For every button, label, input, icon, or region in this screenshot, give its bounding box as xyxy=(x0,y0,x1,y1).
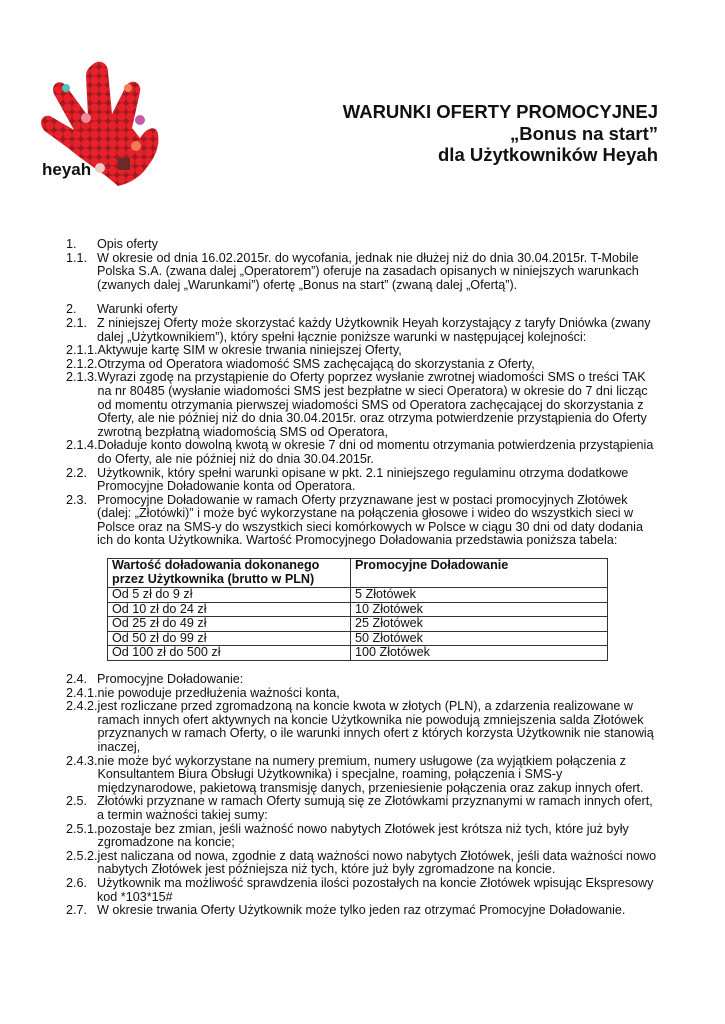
section-warunki-oferty xyxy=(66,303,662,548)
item-text: nie powoduje przedłużenia ważności konta, xyxy=(97,685,340,700)
bonus-table xyxy=(107,558,608,661)
list-item xyxy=(66,317,662,344)
item-number: 2. xyxy=(66,302,77,317)
list-item xyxy=(66,252,662,293)
table-row xyxy=(108,646,608,661)
item-number: 2.1.1. xyxy=(66,343,98,358)
item-number: 2.1.4. xyxy=(66,438,98,453)
table-header-row xyxy=(108,559,608,588)
table-cell: 100 Złotówek xyxy=(351,646,608,661)
list-item xyxy=(66,371,662,439)
item-text: Promocyjne Doładowanie: xyxy=(97,672,244,687)
table-header: Wartość doładowania dokonanego przez Użytkownika (brutto w PLN) xyxy=(108,559,351,588)
list-item xyxy=(66,687,662,701)
list-item xyxy=(66,850,662,877)
list-item xyxy=(66,238,662,252)
item-text: nie może być wykorzystane na numery premium, numery usługowe (za wyjątkiem połączenia z Konsultantem Biura Obsługi Użytkownika) i specjalne, roaming, połączenia i SMS-y międzynarodowe, pakietową transmisję danych, przeniesienie połączenia oraz zakup innych ofert. xyxy=(97,753,644,795)
item-number: 2.1.3. xyxy=(66,370,98,385)
item-number: 2.5. xyxy=(66,794,88,809)
hand-logo-icon xyxy=(36,58,176,188)
item-text: Z niniejszej Oferty może skorzystać każdy Użytkownik Heyah korzystający z taryfy Dniówka (zwany dalej „Użytkownikiem”), który spełni łącznie poniższe warunki w następującej kolejności: xyxy=(97,315,651,344)
item-number: 2.1.2. xyxy=(66,356,98,371)
item-text: Aktywuje kartę SIM w okresie trwania niniejszej Oferty, xyxy=(97,343,402,358)
list-item xyxy=(66,755,662,796)
list-item xyxy=(66,344,662,358)
item-text: Opis oferty xyxy=(97,237,158,251)
list-item xyxy=(66,358,662,372)
table-cell: 50 Złotówek xyxy=(351,631,608,646)
table-cell: Od 25 zł do 49 zł xyxy=(108,617,351,632)
item-number: 1. xyxy=(66,237,77,251)
table-cell: 25 Złotówek xyxy=(351,617,608,632)
table-row xyxy=(108,631,608,646)
heyah-logo xyxy=(36,58,176,188)
item-text: Promocyjne Doładowanie w ramach Oferty przyznawane jest w postaci promocyjnych Złotówek (dalej: „Złotówki)” i może być wykorzystane na połączenia głosowe i wideo do wszystkich sieci w Polsce oraz na SMS-y do wszystkich sieci komórkowych w Polsce w ciągu 30 dni od daty dodania ich do konta Użytkownika. Wartość Promocyjnego Doładowania przedstawia poniższa tabela: xyxy=(97,492,643,548)
item-text: Użytkownik ma możliwość sprawdzenia ilości pozostałych na koncie Złotówek wpisując Ekspresowy kod *103*15# xyxy=(97,875,654,904)
table-header: Promocyjne Doładowanie xyxy=(351,559,608,588)
item-text: Użytkownik, który spełni warunki opisane w pkt. 2.1 niniejszego regulaminu otrzyma dodatkowe Promocyjne Doładowanie konta od Operatora. xyxy=(97,465,629,494)
table-cell: 10 Złotówek xyxy=(351,602,608,617)
item-text: W okresie od dnia 16.02.2015r. do wycofania, jednak nie dłużej niż do dnia 30.04.2015r. T-Mobile Polska S.A. (zwana dalej „Operatorem”) oferuje na zasadach opisanych w niniejszych warunkach (zwanych dalej „Warunkami”) ofertę „Bonus na start” (zwaną dalej „Ofertą”). xyxy=(97,250,639,292)
list-item xyxy=(66,877,662,904)
table-cell: Od 100 zł do 500 zł xyxy=(108,646,351,661)
document-body xyxy=(66,238,662,918)
item-number: 2.1. xyxy=(66,315,88,330)
title-line-1: WARUNKI OFERTY PROMOCYJNEJ xyxy=(342,101,658,122)
item-number: 2.7. xyxy=(66,903,88,918)
table-cell: 5 Złotówek xyxy=(351,588,608,603)
table-row xyxy=(108,617,608,632)
list-item xyxy=(66,467,662,494)
document-title xyxy=(343,101,658,166)
item-number: 2.5.2. xyxy=(66,848,98,863)
item-text: Doładuje konto dowolną kwotą w okresie 7 dni od momentu otrzymania potwierdzenia przystąpienia do Oferty, ale nie później niż do dnia 30.04.2015r. xyxy=(97,438,654,466)
section-continued xyxy=(66,673,662,918)
item-text: jest rozliczane przed zgromadzoną na koncie kwota w złotych (PLN), a zdarzenia realizowane w ramach innych ofert aktywnych na koncie Użytkownika nie powodują zmniejszenia salda Złotówek przyznanych w ramach Oferty, o ile warunki innych ofert z których korzysta Użytkownik nie stanowią inaczej, xyxy=(97,699,654,754)
table-cell: Od 5 zł do 9 zł xyxy=(108,588,351,603)
item-text: W okresie trwania Oferty Użytkownik może tylko jeden raz otrzymać Promocyjne Doładowanie. xyxy=(97,903,626,918)
list-item xyxy=(66,494,662,548)
item-text: Otrzyma od Operatora wiadomość SMS zachęcającą do skorzystania z Oferty, xyxy=(97,356,535,371)
list-item xyxy=(66,795,662,822)
list-item xyxy=(66,303,662,317)
title-line-3: dla Użytkowników Heyah xyxy=(438,144,658,165)
item-text: Warunki oferty xyxy=(97,302,178,317)
table-row xyxy=(108,588,608,603)
logo-text: heyah xyxy=(42,160,92,179)
item-number: 1.1. xyxy=(66,250,88,265)
section-opis-oferty xyxy=(66,238,662,292)
item-number: 2.4.2. xyxy=(66,699,98,714)
title-line-2: „Bonus na start” xyxy=(509,122,658,144)
list-item xyxy=(66,904,662,918)
item-text: Wyrazi zgodę na przystąpienie do Oferty poprzez wysłanie zwrotnej wiadomości SMS o treści TAK na nr 80485 (wysłanie wiadomości SMS jest bezpłatne w sieci Operatora) w okresie do 7 dni licząc od momentu otrzymania pierwszej wiadomości SMS od Operatora zachęcającej do skorzystania z Oferty, ale nie później niż do dnia 30.04.2015r. oraz otrzyma potwierdzenie przystąpienia do Oferty zwrotną bezpłatną wiadomością SMS od Operatora, xyxy=(97,370,648,439)
item-text: jest naliczana od nowa, zgodnie z datą ważności nowo nabytych Złotówek, jeśli data ważności nowo nabytych Złotówek jest późniejsza niż tych, które już były zgromadzone na koncie. xyxy=(97,848,657,877)
item-number: 2.4.3. xyxy=(66,753,98,768)
item-number: 2.4. xyxy=(66,672,88,687)
item-number: 2.5.1. xyxy=(66,821,98,836)
item-text: pozostaje bez zmian, jeśli ważność nowo nabytych Złotówek jest krótsza niż tych, które już były zgromadzone na koncie; xyxy=(97,821,629,850)
list-item xyxy=(66,700,662,754)
table-cell: Od 10 zł do 24 zł xyxy=(108,602,351,617)
table-row xyxy=(108,602,608,617)
item-number: 2.3. xyxy=(66,492,88,507)
table-cell: Od 50 zł do 99 zł xyxy=(108,631,351,646)
list-item xyxy=(66,439,662,466)
item-text: Złotówki przyznane w ramach Oferty sumują się ze Złotówkami przyznanymi w ramach innych ofert, a termin ważności takiej sumy: xyxy=(97,794,653,822)
list-item xyxy=(66,673,662,687)
list-item xyxy=(66,823,662,850)
item-number: 2.2. xyxy=(66,465,88,480)
item-number: 2.6. xyxy=(66,875,88,890)
item-number: 2.4.1. xyxy=(66,685,98,700)
